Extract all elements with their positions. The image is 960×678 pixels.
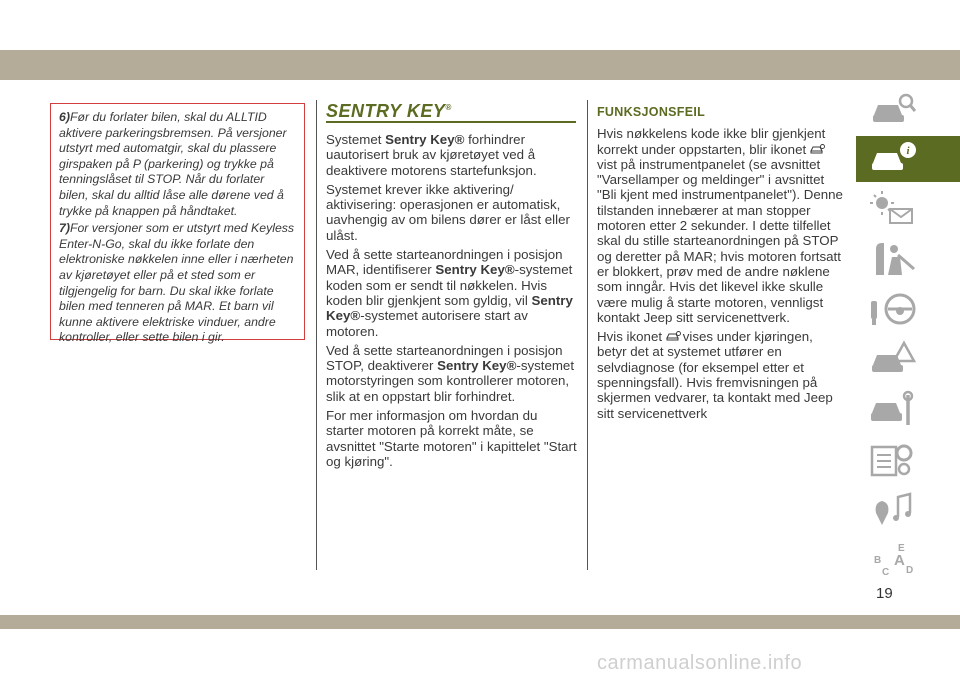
multimedia-icon [868, 489, 918, 529]
note-6: 6)Før du forlater bilen, skal du ALLTID aktivere parkeringsbremsen. På versjoner utstyrt med automatgir, skal du plassere girspaken på P (parkering) og trykke på tenningslåset til STOP. Når du forlater bilen, skal du alltid låse alle dørene ved å trykke på knappen på håndtaket. [59, 110, 287, 218]
index-letter-c: C [882, 567, 890, 578]
paragraph-2: Systemet krever ikke aktivering/ aktivisering: operasjonen er automatisk, uavhengig av om bilens dører er låst eller ulåst. [326, 181, 570, 243]
car-key-warning-icon [666, 331, 681, 342]
car-key-warning-icon [810, 144, 825, 155]
breakdown-icon [868, 339, 918, 379]
bottom-band [0, 615, 960, 629]
paragraph-5: For mer informasjon om hvordan du starter motoren på korrekt måte, se avsnittet "Starte motoren" i kapittelet "Start og kjøring". [326, 408, 577, 469]
index-letters-icon [868, 539, 918, 579]
tab-technical-data[interactable] [856, 436, 960, 482]
tab-car-info[interactable] [856, 136, 960, 182]
tab-index[interactable] [856, 536, 960, 582]
section-heading: SENTRY KEY® [326, 101, 452, 121]
heading-rule [326, 121, 576, 123]
column-divider-2 [587, 100, 588, 570]
tab-warning-lights[interactable] [856, 186, 960, 232]
sentry-key-text [326, 132, 578, 473]
paragraph-3: Ved å sette starteanordningen i posisjon MAR, identifiserer Sentry Key®-systemet koden som er sendt til nøkkelen. Hvis koden blir gjenkjent som gyldig, vil Sentry Key®-systemet autorisere start av motoren. [326, 247, 573, 339]
watermark: carmanualsonline.info [597, 652, 803, 674]
tab-steering[interactable] [856, 286, 960, 332]
index-letter-b: B [874, 555, 882, 566]
svg-text:i: i [906, 145, 910, 157]
paragraph-4: Ved å sette starteanordningen i posisjon STOP, deaktiverer Sentry Key®-systemet motorstyringen som kontrollerer motoren, slik at en oppstart blir forhindret. [326, 342, 575, 404]
malfunction-paragraph-1: Hvis nøkkelens kode ikke blir gjenkjent korrekt under oppstarten, blir ikonet vist på instrumentpanelet (se avsnittet "Varsellamper og meldinger" i avsnittet "Bli kjent med instrumentpanelet"). Denne tilstanden innebærer at man stopper motoren etter 2 sekunder. I dette tilfellet skal du stille starteanordningen på STOP og deretter på MAR; hvis motoren fortsatt er blokkert, prøv med de andre nøklene som inngår. Hvis det likevel ikke skulle være mulig å starte motoren, vennligst kontakt Jeep sitt servicenettverk. [597, 126, 843, 325]
warning-note-box [50, 103, 305, 345]
safety-icon [868, 239, 918, 279]
top-band [0, 50, 960, 80]
tab-maintenance[interactable] [856, 386, 960, 432]
page-number: 19 [876, 585, 893, 602]
paragraph-1: Systemet Sentry Key® forhindrer uautorisert bruk av kjøretøyet ved å deaktivere motorens startefunksjon. [326, 132, 537, 178]
tab-car-search[interactable] [856, 86, 960, 132]
malfunction-heading: FUNKSJONSFEIL [597, 105, 706, 119]
tab-multimedia[interactable] [856, 486, 960, 532]
tab-breakdown[interactable] [856, 336, 960, 382]
note-7: 7)For versjoner som er utstyrt med Keyless Enter-N-Go, skal du ikke forlate den elektroniske nøkkelen inne eller i nærheten av kjøretøyet eller på et sted som er tilgjengelig for barn. Du skal ikke forlate bilen med tenneren på MAR. Et barn vil kunne aktivere elektriske vinduer, andre kontroller, eller sette bilen i gir. [59, 221, 295, 345]
malfunction-section [597, 105, 843, 425]
car-search-icon [868, 89, 918, 129]
car-wrench-icon [868, 389, 918, 429]
index-letter-e: E [898, 543, 905, 554]
warning-lights-icon [868, 189, 918, 229]
steering-wheel-icon [868, 289, 918, 329]
index-letter-d: D [906, 565, 914, 576]
car-info-icon [868, 139, 918, 179]
tab-safety[interactable] [856, 236, 960, 282]
index-letter-a: A [894, 552, 905, 569]
settings-list-icon [868, 439, 918, 479]
column-divider-1 [316, 100, 317, 570]
malfunction-paragraph-2: Hvis ikonet vises under kjøringen, betyr det at systemet utfører en selvdiagnose (for eksempel etter et spenningsfall). Hvis fremvisningen på skjermen vedvarer, ta kontakt med Jeep sitt servicenettverk [597, 329, 833, 421]
chapter-sidebar [856, 86, 960, 589]
